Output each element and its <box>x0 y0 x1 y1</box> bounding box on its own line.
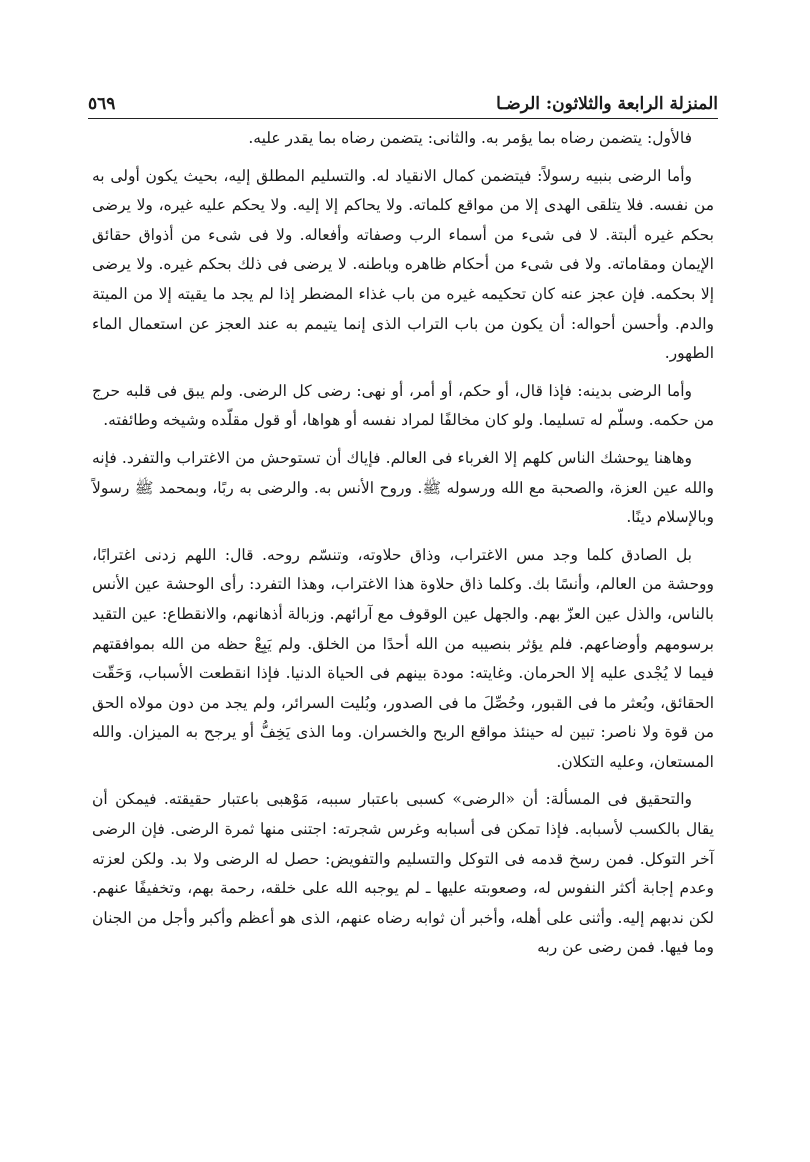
running-title: المنزلة الرابعة والثلاثون: الرضـا <box>496 94 718 114</box>
paragraph: بل الصادق كلما وجد مس الاغتراب، وذاق حلاوته، وتنسّم روحه. قال: اللهم زدنى اغترابًا، ووحشة من العالم، وأنسًا بك. وكلما ذاق حلاوة هذا الاغتراب، وهذا التفرد: رأى الوحشة عين الأنس بالناس، والذل عين العزّ بهم. والجهل عين الوقوف مع آرائهم. وزبالة أذهانهم، والانقطاع: عين التقيد برسومهم وأوضاعهم. فلم يؤثر بنصيبه من الله أحدًا من الخلق. ولم يَبِعْ حظه من الله بموافقتهم فيما لا يُجْدى عليه إلا الحرمان. وغايته: مودة بينهم فى الحياة الدنيا. فإذا انقطعت الأسباب، وَحَقّت الحقائق، وبُعثر ما فى القبور، وحُصِّلَ ما فى الصدور، وبُليت السرائر، ولم يجد من دون مولاه الحق من قوة ولا ناصر: تبين له حينئذ مواقع الربح والخسران. وما الذى يَخِفُّ أو يرجح به الميزان. والله المستعان، وعليه التكلان. <box>92 545 714 771</box>
paragraph: وهاهنا يوحشك الناس كلهم إلا الغرباء فى العالم. فإياك أن تستوحش من الاغتراب والتفرد. فإنه والله عين العزة، والصحبة مع الله ورسوله ﷺ. وروح الأنس به. والرضى به ربًا، وبمحمد ﷺ رسولاً وبالإسلام دينًا. <box>92 448 714 527</box>
paragraph: وأما الرضى بدينه: فإذا قال، أو حكم، أو أمر، أو نهى: رضى كل الرضى. ولم يبق فى قلبه حرج من حكمه. وسلّم له تسليما. ولو كان مخالفًا لمراد نفسه أو هواها، أو قول مقلّده وشيخه وطائفته. <box>92 381 714 430</box>
paragraph: فالأول: يتضمن رضاه بما يؤمر به. والثانى: يتضمن رضاه بما يقدر عليه. <box>248 129 692 147</box>
paragraph: والتحقيق فى المسألة: أن «الرضى» كسبى باعتبار سببه، مَوْهبى باعتبار حقيقته. فيمكن أن يقال بالكسب لأسبابه. فإذا تمكن فى أسبابه وغرس شجرته: اجتنى منها ثمرة الرضى. فإن الرضى آخر التوكل. فمن رسخ قدمه فى التوكل والتسليم والتفويض: حصل له الرضى ولا بد. ولكن لعزته وعدم إجابة أكثر النفوس له، وصعوبته عليها ـ لم يوجبه الله على خلقه، رحمة بهم، وتخفيفًا عنهم. لكن ندبهم إليه. وأثنى على أهله، وأخبر أن ثوابه رضاه عنهم، الذى هو أعظم وأكبر وأجل من الجنان وما فيها. فمن رضى عن ربه <box>92 790 714 957</box>
page-header <box>88 86 718 114</box>
paragraph: وأما الرضى بنبيه رسولاً: فيتضمن كمال الانقياد له. والتسليم المطلق إليه، بحيث يكون أولى به من نفسه. فلا يتلقى الهدى إلا من مواقع كلماته. ولا يحاكم إلا إليه. ولا يحكم عليه غيره، ولا يرضى بحكم غيره ألبتة. لا فى شىء من أسماء الرب وصفاته وأفعاله. ولا فى شىء من أذواق حقائق الإيمان ومقاماته. ولا فى شىء من أحكام ظاهره وباطنه. لا يرضى فى ذلك بحكم غيره. ولا يرضى إلا بحكمه. فإن عجز عنه كان تحكيمه غيره من باب غذاء المضطر إذا لم يجد ما يقيته إلا من الميتة والدم. وأحسن أحواله: أن يكون من باب التراب الذى إنما يتيمم به عند العجز عن استعمال الماء الطهور. <box>92 166 714 363</box>
header-rule <box>88 118 718 119</box>
page-number: ٥٦٩ <box>88 94 116 114</box>
body-text <box>92 124 714 963</box>
